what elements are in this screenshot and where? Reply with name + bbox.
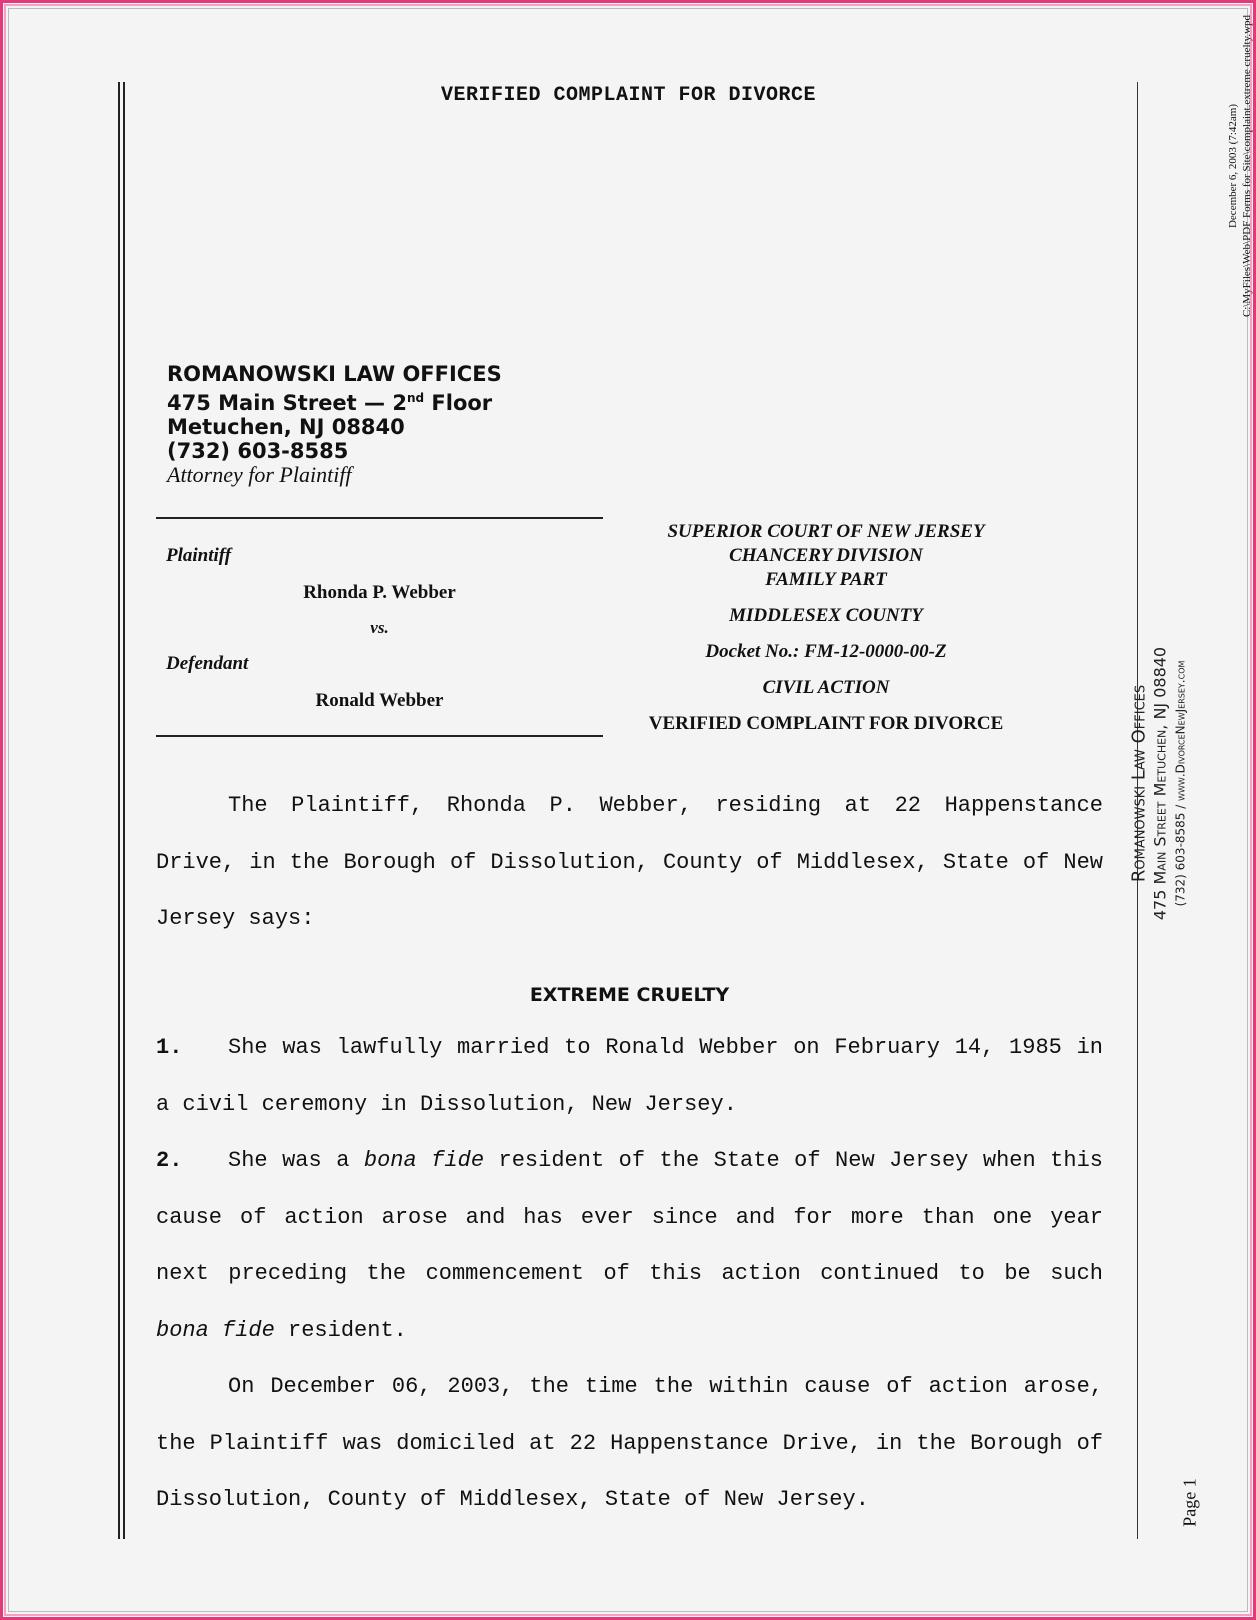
paragraph-3: On December 06, 2003, the time the within cause of action arose, the Plaintiff was domiciled at 22 Happenstance Drive, in the Borough of Dissolution, County of Middlesex, State of New Jersey. [156,1374,1103,1512]
paragraph-1: 1. She was lawfully married to Ronald Webber on February 14, 1985 in a civil ceremony in Dissolution, New Jersey. [156,1035,1103,1117]
numbered-paragraphs [156,1020,1103,1529]
civil-action: CIVIL ACTION [762,677,890,698]
document-title: VERIFIED COMPLAINT FOR DIVORCE [440,84,817,107]
left-margin-rule-second [123,82,125,1539]
plaintiff-label: Plaintiff [166,545,232,566]
margin-file-info [1226,6,1254,326]
page-number: Page 1 [1179,1478,1200,1527]
margin-firm-contact: (732) 603-8585 / www.DivorceNewJersey.com [1173,660,1188,907]
caption-document-title: VERIFIED COMPLAINT FOR DIVORCE [648,713,1004,734]
defendant-label: Defendant [166,653,249,674]
docket-number: Docket No.: FM-12-0000-00-Z [705,641,947,662]
versus-label: vs. [370,618,389,637]
intro-paragraph: The Plaintiff, Rhonda P. Webber, residing at 22 Happenstance Drive, in the Borough of Dissolution, County of Middlesex, State of New Jersey says: [156,793,1103,931]
firm-city: Metuchen, NJ 08840 [167,415,405,439]
caption-bottom-rule [156,735,603,737]
court-part: FAMILY PART [765,569,887,590]
margin-firm-address: 475 Main Street Metuchen, NJ 08840 [1150,646,1170,921]
court-county: MIDDLESEX COUNTY [729,605,923,626]
margin-path: C:\MyFiles\Web\PDF Forms for Site\complaint.extreme cruelty.wpd [1241,14,1253,318]
left-margin-rule [118,82,120,1539]
plaintiff-name: Rhonda P. Webber [303,582,456,603]
attorney-role: Attorney for Plaintiff [167,462,352,487]
court-division: CHANCERY DIVISION [729,545,923,566]
section-heading: EXTREME CRUELTY [529,984,730,1006]
firm-address: 475 Main Street — 2nd Floor [167,391,493,415]
firm-phone: (732) 603-8585 [167,439,349,463]
margin-firm-block [1129,534,1192,1034]
defendant-name: Ronald Webber [315,690,444,711]
caption-top-rule [156,517,603,519]
margin-firm-name: Romanowski Law Offices [1128,684,1150,883]
court-name: SUPERIOR COURT OF NEW JERSEY [667,521,985,542]
paragraph-2: 2. She was a bona fide resident of the State of New Jersey when this cause of action arose and has ever since and for more than one year next preceding the commencement of this action continued to be such bona fide resident. [156,1148,1103,1343]
firm-block [167,362,502,463]
firm-name: ROMANOWSKI LAW OFFICES [167,362,502,386]
margin-date: December 6, 2003 (7:42am) [1227,104,1239,229]
